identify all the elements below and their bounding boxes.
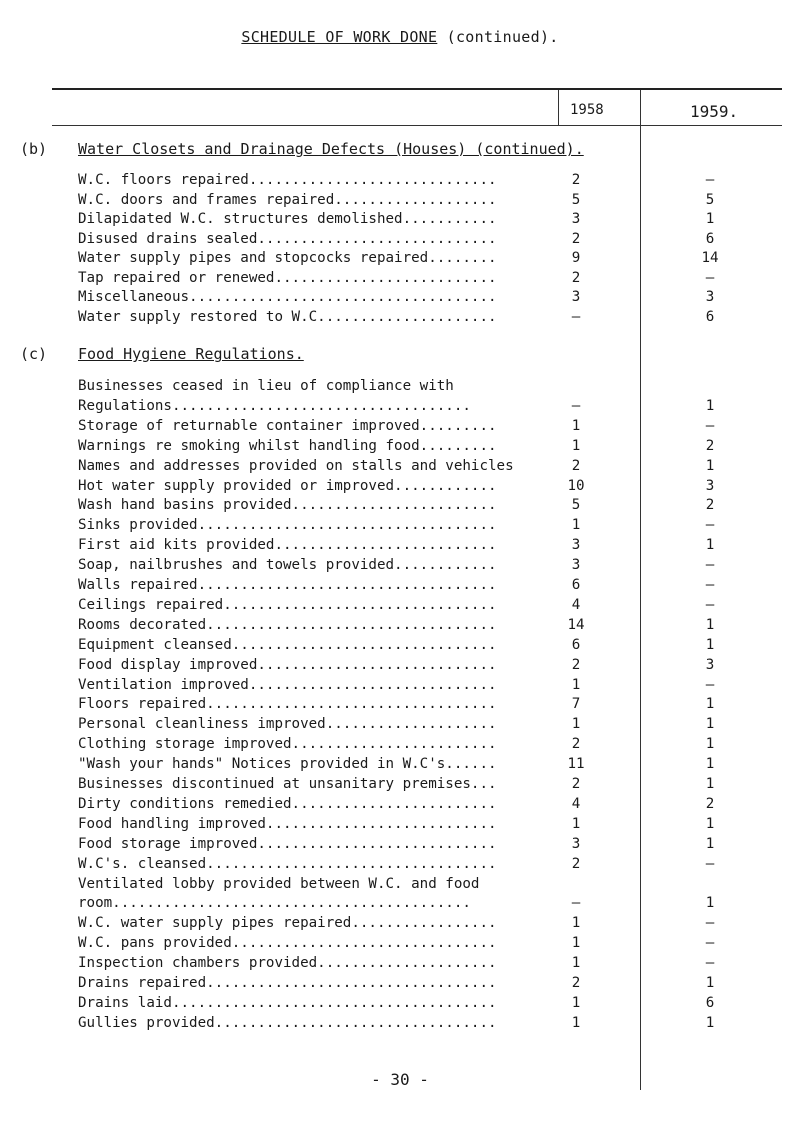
table-row [78, 458, 514, 478]
value-1959: 2 [705, 795, 715, 812]
table-row [78, 836, 497, 856]
value-1958: 5 [571, 191, 581, 208]
value-1959: – [705, 955, 715, 972]
section-c-title: Food Hygiene Regulations. [78, 345, 304, 363]
value-1959: 6 [705, 230, 715, 247]
value-1958: 1 [571, 1014, 581, 1031]
row-label: "Wash your hands" Notices provided in W.C's...... [78, 756, 497, 773]
value-1958: 6 [571, 636, 581, 653]
section-c-heading [20, 345, 304, 363]
value-1958: 2 [571, 269, 581, 286]
table-row [78, 577, 497, 597]
row-label: Drains laid...................................... [78, 994, 497, 1011]
row-label: W.C. water supply pipes repaired................. [78, 915, 497, 932]
value-1958: 1 [571, 417, 581, 434]
value-1959: 1 [705, 211, 715, 227]
value-1958: 2 [571, 457, 581, 474]
row-label: Hot water supply provided or improved............ [78, 477, 497, 494]
row-label: Businesses discontinued at unsanitary premises... [78, 776, 497, 792]
row-label: First aid kits provided.......................... [78, 537, 497, 554]
table-row [78, 497, 497, 517]
value-1958: 3 [571, 557, 581, 574]
section-b-letter: (b) [20, 140, 48, 158]
section-c-letter: (c) [20, 345, 48, 363]
value-1959: 2 [705, 497, 715, 514]
table-row [78, 975, 497, 995]
value-1958: 2 [571, 172, 581, 188]
table-row [78, 617, 497, 637]
row-label: W.C. pans provided............................... [78, 935, 497, 952]
value-1959: 1 [705, 736, 715, 753]
value-1958: 1 [571, 517, 581, 534]
row-label: Water supply pipes and stopcocks repaired........ [78, 250, 497, 266]
page-number: - 30 - [371, 1070, 429, 1089]
value-1959: 1 [705, 397, 715, 414]
row-label: Water supply restored to W.C..................... [78, 308, 497, 325]
table-row [78, 696, 497, 716]
table-row [78, 309, 497, 329]
value-1958: 1 [571, 955, 581, 972]
row-label: Storage of returnable container improved......... [78, 417, 497, 434]
value-1959: – [705, 676, 715, 693]
table-row [78, 756, 497, 776]
value-1959: 2 [705, 437, 715, 454]
row-label: Food display improved............................ [78, 656, 497, 673]
table-row [78, 657, 497, 677]
table-row [78, 776, 497, 796]
table-row [78, 438, 497, 458]
value-1959: 6 [705, 994, 715, 1011]
row-label: Ventilated lobby provided between W.C. and food [78, 875, 480, 892]
value-1959: – [705, 557, 715, 574]
top-rule [52, 88, 782, 90]
page-title [0, 28, 800, 46]
column-divider-1958-header [558, 90, 559, 126]
row-label: Soap, nailbrushes and towels provided............ [78, 557, 497, 574]
table-row [78, 736, 497, 756]
value-1959: – [705, 577, 715, 593]
value-1958: 6 [571, 577, 581, 593]
table-row [78, 537, 497, 557]
table-row [78, 677, 497, 697]
value-1958: 1 [571, 935, 581, 952]
title-underlined: SCHEDULE OF WORK DONE [241, 28, 438, 46]
value-1958: 1 [571, 815, 581, 832]
value-1958: 10 [567, 477, 585, 494]
row-label: Food storage improved............................ [78, 835, 497, 852]
row-label: Inspection chambers provided..................... [78, 955, 497, 972]
row-label: Businesses ceased in lieu of compliance with [78, 378, 454, 394]
value-1959: 1 [705, 776, 715, 792]
value-1959: 1 [705, 616, 715, 633]
value-1958: 1 [571, 437, 581, 454]
row-label: Disused drains sealed............................ [78, 230, 497, 247]
value-1959: 3 [705, 477, 715, 494]
table-row [78, 378, 454, 398]
value-1958: 1 [571, 915, 581, 932]
table-row [78, 478, 497, 498]
value-1958: 14 [567, 616, 585, 633]
row-label: Wash hand basins provided........................ [78, 497, 497, 514]
year-1958-header: 1958 [570, 102, 604, 118]
value-1959: 14 [701, 250, 719, 266]
row-label: Dirty conditions remedied........................ [78, 795, 497, 812]
title-suffix: (continued). [437, 28, 559, 46]
row-label: Regulations................................... [78, 397, 471, 414]
value-1958: 2 [571, 776, 581, 792]
value-1958: 1 [571, 994, 581, 1011]
value-1959: 1 [705, 537, 715, 554]
table-row [78, 231, 497, 251]
table-row [78, 211, 497, 231]
table-row [78, 895, 471, 915]
table-row [78, 250, 497, 270]
table-row [78, 856, 497, 876]
value-1958: 3 [571, 537, 581, 554]
table-row [78, 955, 497, 975]
table-row [78, 796, 497, 816]
table-row [78, 557, 497, 577]
value-1959: – [705, 269, 715, 286]
value-1958: 7 [571, 696, 581, 713]
row-label: room.......................................... [78, 895, 471, 912]
value-1958: 9 [571, 250, 581, 266]
value-1958: 4 [571, 795, 581, 812]
table-row [78, 995, 497, 1015]
value-1959: 6 [705, 308, 715, 325]
row-label: W.C. floors repaired............................. [78, 172, 497, 188]
value-1959: 1 [705, 1014, 715, 1031]
row-label: Food handling improved........................... [78, 815, 497, 832]
value-1959: – [705, 517, 715, 534]
row-label: Dilapidated W.C. structures demolished........... [78, 211, 497, 227]
value-1959: – [705, 855, 715, 872]
value-1958: 3 [571, 211, 581, 227]
value-1958: 2 [571, 230, 581, 247]
row-label: Drains repaired.................................. [78, 975, 497, 991]
value-1959: 5 [705, 191, 715, 208]
row-label: Miscellaneous.................................... [78, 289, 497, 305]
value-1958: 2 [571, 975, 581, 991]
table-row [78, 816, 497, 836]
value-1958: 2 [571, 855, 581, 872]
value-1958: 11 [567, 756, 585, 773]
row-label: W.C's. cleansed.................................. [78, 855, 497, 872]
table-row [78, 172, 497, 192]
value-1958: 1 [571, 676, 581, 693]
column-divider-1959 [640, 90, 641, 1090]
table-row [78, 270, 497, 290]
value-1959: – [705, 172, 715, 188]
value-1959: – [705, 915, 715, 932]
table-row [78, 597, 497, 617]
row-label: Floors repaired.................................. [78, 696, 497, 713]
value-1959: 1 [705, 815, 715, 832]
value-1959: 3 [705, 656, 715, 673]
section-b-title: Water Closets and Drainage Defects (Houses) (continued). [78, 140, 584, 158]
value-1958: – [571, 308, 581, 325]
year-1959-header: 1959. [690, 102, 739, 121]
row-label: Walls repaired................................... [78, 577, 497, 593]
value-1958: – [571, 895, 581, 912]
table-row [78, 517, 497, 537]
value-1958: 1 [571, 716, 581, 733]
table-row [78, 915, 497, 935]
row-label: Ventilation improved............................. [78, 676, 497, 693]
table-row [78, 637, 497, 657]
row-label: Personal cleanliness improved.................... [78, 716, 497, 733]
value-1958: 2 [571, 736, 581, 753]
table-row [78, 876, 479, 896]
value-1959: 3 [705, 289, 715, 305]
row-label: W.C. doors and frames repaired................... [78, 191, 497, 208]
value-1958: – [571, 397, 581, 414]
value-1958: 4 [571, 596, 581, 613]
row-label: Tap repaired or renewed.......................... [78, 269, 497, 286]
value-1958: 5 [571, 497, 581, 514]
value-1959: 1 [705, 457, 715, 474]
row-label: Equipment cleansed............................... [78, 636, 497, 653]
row-label: Sinks provided................................... [78, 517, 497, 534]
header-rule [52, 125, 782, 126]
table-row [78, 418, 497, 438]
value-1959: – [705, 935, 715, 952]
table-row [78, 1015, 497, 1035]
table-row [78, 192, 497, 212]
value-1958: 3 [571, 835, 581, 852]
table-row [78, 935, 497, 955]
row-label: Warnings re smoking whilst handling food......... [78, 437, 497, 454]
value-1959: – [705, 417, 715, 434]
value-1959: 1 [705, 756, 715, 773]
table-row [78, 716, 497, 736]
row-label: Ceilings repaired................................ [78, 596, 497, 613]
value-1959: 1 [705, 636, 715, 653]
section-b-heading [20, 140, 584, 158]
value-1958: 3 [571, 289, 581, 305]
value-1958: 2 [571, 656, 581, 673]
row-label: Clothing storage improved........................ [78, 736, 497, 753]
value-1959: 1 [705, 696, 715, 713]
table-row [78, 398, 471, 418]
row-label: Names and addresses provided on stalls and vehicles [78, 457, 514, 474]
value-1959: 1 [705, 716, 715, 733]
value-1959: – [705, 596, 715, 613]
value-1959: 1 [705, 835, 715, 852]
table-row [78, 289, 497, 309]
value-1959: 1 [705, 895, 715, 912]
row-label: Rooms decorated.................................. [78, 616, 497, 633]
row-label: Gullies provided................................. [78, 1014, 497, 1031]
value-1959: 1 [705, 975, 715, 991]
